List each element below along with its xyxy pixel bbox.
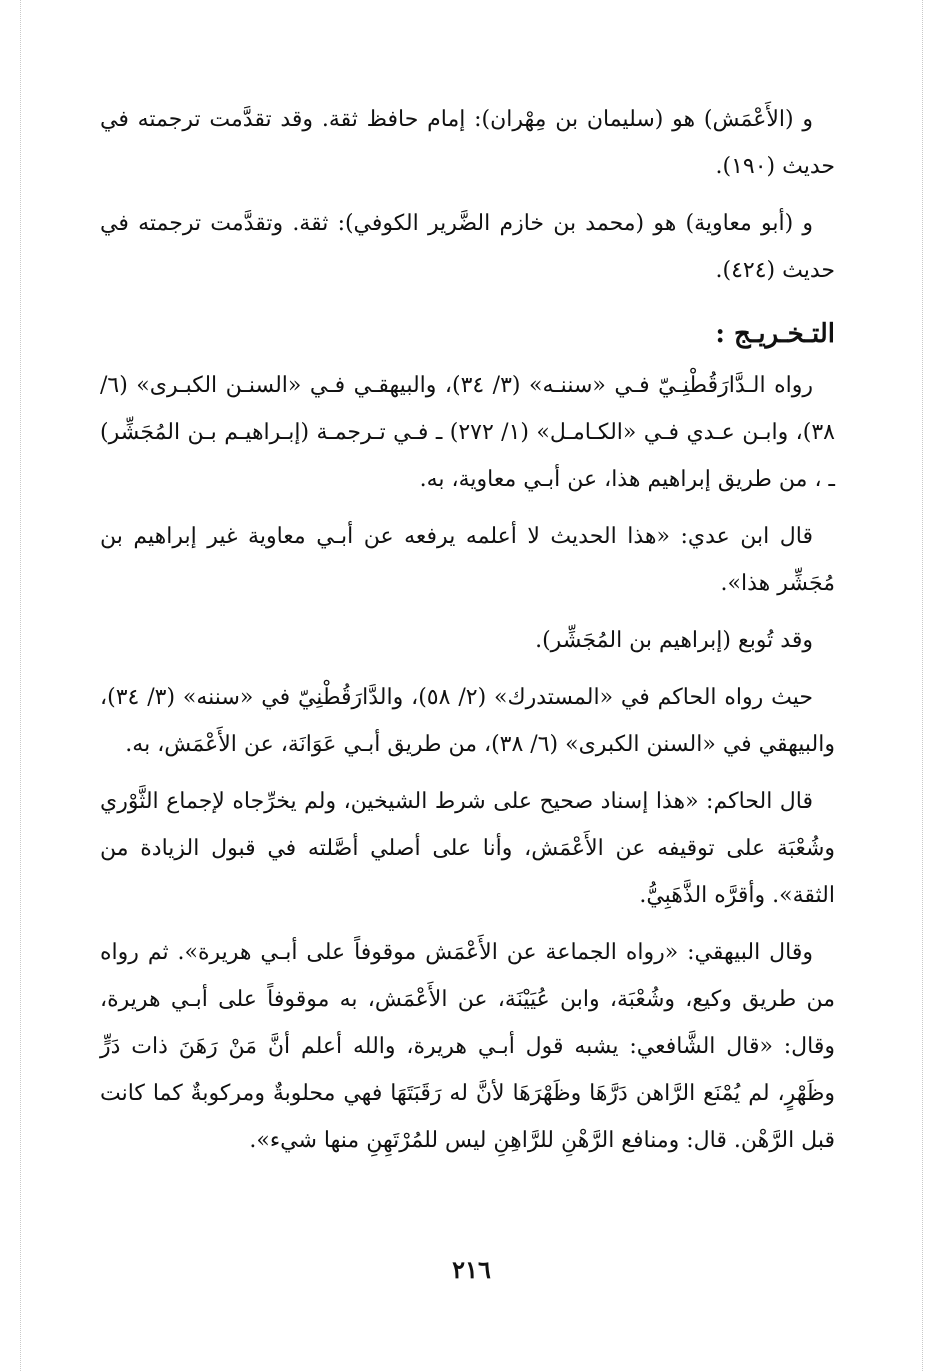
paragraph-takhrij-sources: رواه الـدَّارَقُطْنِـيّ فـي «سننـه» (٣/ ٣٤)، والبيهقـي فـي «السنـن الكبـرى» (٦/ ٣٨)، وابـن عـدي فـي «الكـامـل» (١/ ٢٧٢) ـ فـي تـرجمـة (إبـراهيـم بـن المُجَشِّر) ـ ، من طريق إبراهيم هذا، عن أبـي معاوية، به. [100,373,835,492]
paragraph-hakim-narration: حيث رواه الحاكم في «المستدرك» (٢/ ٥٨)، والدَّارَقُطْنِيّ في «سننه» (٣/ ٣٤)، والبيهقي في «السنن الكبرى» (٦/ ٣٨)، من طريق أبـي عَوَانَة، عن الأَعْمَش، به. [100,685,835,757]
paragraph-al-amash: و (الأَعْمَش) هو (سليمان بن مِهْران): إمام حافظ ثقة. وقد تقدَّمت ترجمته في حديث (١٩٠). [100,107,835,179]
margin-guide-left [20,0,21,1371]
paragraph-corroboration: وقد تُوبع (إبراهيم بن المُجَشِّر). [535,628,813,653]
margin-guide-right [922,0,923,1371]
page-number: ٢١٦ [452,1255,491,1284]
paragraph-ibn-adi: قال ابن عدي: «هذا الحديث لا أعلمه يرفعه عن أبـي معاوية غير إبراهيم بن مُجَشِّر هذا». [100,524,835,596]
section-heading-takhrij: التـخـريـج : [715,319,835,349]
page-body [100,96,835,1174]
paragraph-bayhaqi-quote: وقال البيهقي: «رواه الجماعة عن الأَعْمَش موقوفاً على أبـي هريرة». ثم رواه من طريق وكيع، وشُعْبَة، وابن عُيَيْنَة، عن الأَعْمَش، به موقوفاً على أبـي هريرة، وقال: «قال الشَّافعي: يشبه قول أبـي هريرة، والله أعلم أنَّ مَنْ رَهَنَ ذات دَرٍّ وظَهْرٍ، لم يُمْنَع الرَّاهن دَرَّهَا وظَهْرَهَا لأنَّ له رَقَبَتَهَا فهي محلوبةٌ ومركوبةٌ كما كانت قبل الرَّهْن. قال: ومنافع الرَّهْنِ للرَّاهِنِ ليس للمُرْتَهِنِ منها شيء». [100,940,835,1153]
paragraph-abu-muawiya: و (أبو معاوية) هو (محمد بن خازم الضَّرير الكوفي): ثقة. وتقدَّمت ترجمته في حديث (٤٢٤). [100,211,835,283]
paragraph-hakim-quote: قال الحاكم: «هذا إسناد صحيح على شرط الشيخين، ولم يخرِّجاه لإجماع الثَّوْري وشُعْبَة على توقيفه عن الأَعْمَش، وأنا على أصلي أصَّلته في قبول الزيادة من الثقة». وأقرَّه الذَّهَبِيُّ. [100,789,835,908]
